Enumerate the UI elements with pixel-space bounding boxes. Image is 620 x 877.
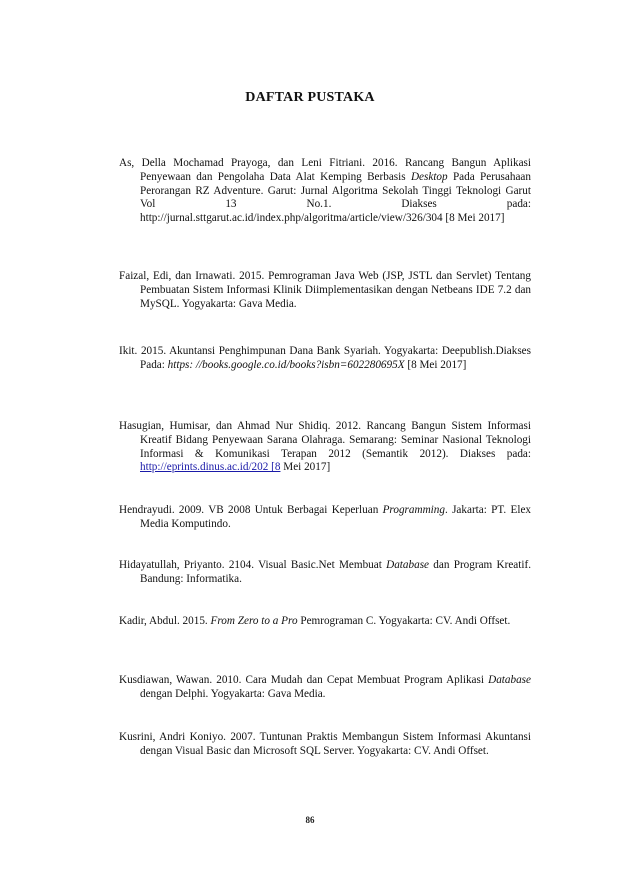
reference-link[interactable]: http://eprints.dinus.ac.id/202 [8 xyxy=(140,461,281,474)
reference-entry: Ikit. 2015. Akuntansi Penghimpunan Dana Bank Syariah. Yogyakarta: Deepublish.Diakses Pada: https: //books.google.co.id/books?isbn=602280695X [8 Mei 2017] xyxy=(119,345,531,371)
reference-entry: Hendrayudi. 2009. VB 2008 Untuk Berbagai Keperluan Programming. Jakarta: PT. Elex Media Komputindo. xyxy=(119,504,531,530)
reference-entry: Kusrini, Andri Koniyo. 2007. Tuntunan Praktis Membangun Sistem Informasi Akuntansi dengan Visual Basic dan Microsoft SQL Server. Yogyakarta: CV. Andi Offset. xyxy=(119,731,531,757)
reference-entry: As, Della Mochamad Prayoga, dan Leni Fitriani. 2016. Rancang Bangun Aplikasi Penyewaan dan Pengolaha Data Alat Kemping Berbasis Desktop Pada Perusahaan Perorangan RZ Adventure. Garut: Jurnal Algoritma Sekolah Tinggi Teknologi Garut Vol 13 No.1. Diakses pada: http://jurnal.sttgarut.ac.id/index.php/algoritma/article/view/326/304 [8 Mei 2017] xyxy=(119,157,531,225)
reference-entry: Kusdiawan, Wawan. 2010. Cara Mudah dan Cepat Membuat Program Aplikasi Database dengan Delphi. Yogyakarta: Gava Media. xyxy=(119,674,531,700)
reference-entry: Hasugian, Humisar, dan Ahmad Nur Shidiq. 2012. Rancang Bangun Sistem Informasi Kreatif Bidang Penyewaan Sarana Olahraga. Semarang: Seminar Nasional Teknologi Informasi & Komunikasi Terapan 2012 (Semantik 2012). Diakses pada: http://eprints.dinus.ac.id/202 [8 Mei 2017] xyxy=(119,420,531,474)
reference-entry: Kadir, Abdul. 2015. From Zero to a Pro Pemrograman C. Yogyakarta: CV. Andi Offset. xyxy=(119,615,511,627)
reference-entry: Faizal, Edi, dan Irnawati. 2015. Pemrograman Java Web (JSP, JSTL dan Servlet) Tentang Pembuatan Sistem Informasi Klinik Diimplementasikan dengan Netbeans IDE 7.2 dan MySQL. Yogyakarta: Gava Media. xyxy=(119,270,531,310)
page-title: DAFTAR PUSTAKA xyxy=(245,90,375,105)
reference-entry: Hidayatullah, Priyanto. 2104. Visual Basic.Net Membuat Database dan Program Kreatif. Bandung: Informatika. xyxy=(119,559,531,585)
page-number: 86 xyxy=(305,815,315,825)
